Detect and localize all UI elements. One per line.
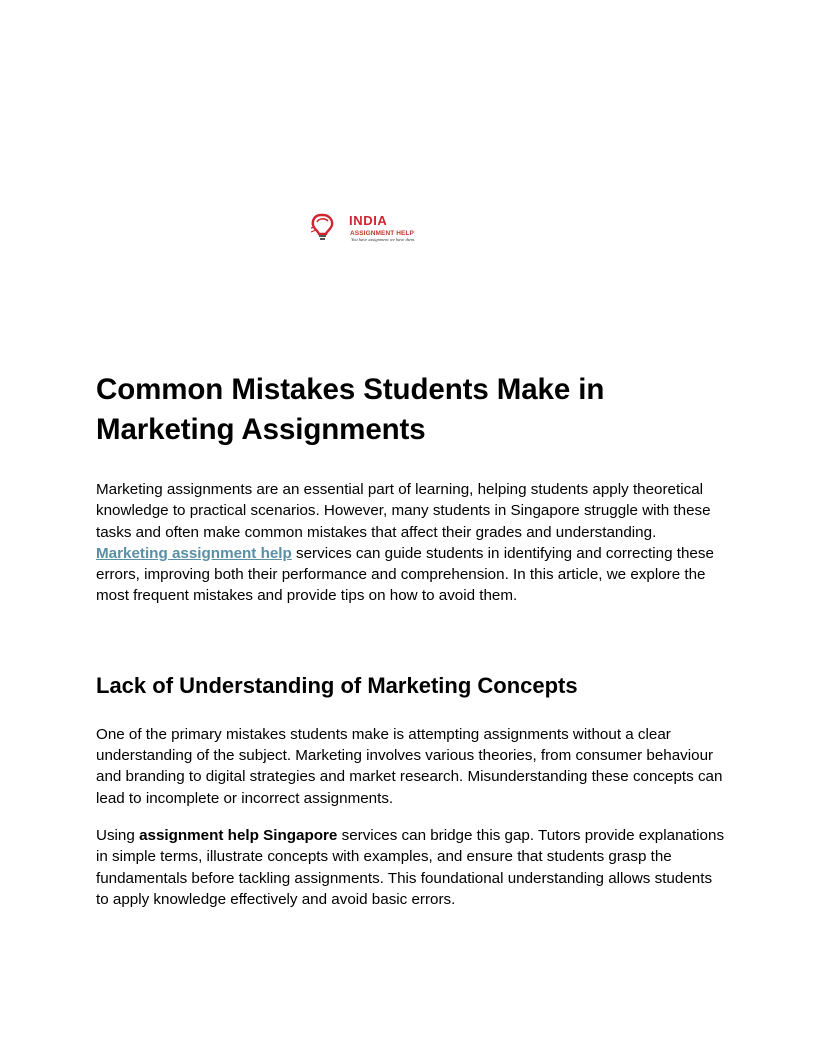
logo-main-text: INDIA xyxy=(349,213,388,228)
section-paragraph-1: One of the primary mistakes students make is attempting assignments without a clear understanding of the subject. Marketing involves various theories, from consumer behaviour and branding to digital strategies and market research. Misunderstanding these concepts can lead to incomplete or incorrect assignments. xyxy=(96,725,723,807)
paragraph-2-end: services can bridge this gap. Tutors provide explanations in simple terms, illustrate concepts with examples, and ensure that students grasp the fundamentals before tackling assignments. This foundational understanding allows students to apply knowledge effectively and avoid basic errors. xyxy=(96,826,725,908)
brand-logo xyxy=(311,212,473,242)
logo-sub-text: ASSIGNMENT HELP xyxy=(350,230,414,237)
intro-paragraph xyxy=(96,479,726,607)
logo-tagline: You have assignment we have them. xyxy=(351,237,416,242)
section-paragraph-2 xyxy=(96,825,726,910)
article-body xyxy=(96,370,726,910)
intro-text-end: services can guide students in identifying and correcting these errors, improving both their performance and comprehension. In this article, we explore the most frequent mistakes and provide tips on how to avoid them. xyxy=(96,544,714,605)
article-title: Common Mistakes Students Make in Marketing Assignments xyxy=(96,373,605,446)
bold-phrase: assignment help Singapore xyxy=(139,826,338,844)
section-heading: Lack of Understanding of Marketing Concepts xyxy=(96,672,578,698)
marketing-assignment-help-link[interactable]: Marketing assignment help xyxy=(96,544,292,562)
intro-text-start: Marketing assignments are an essential part of learning, helping students apply theoretical knowledge to practical scenarios. However, many students in Singapore struggle with these tasks and often make common mistakes that affect their grades and understanding. xyxy=(96,481,711,541)
paragraph-2-start: Using xyxy=(96,826,140,844)
bulb-icon xyxy=(311,212,351,242)
